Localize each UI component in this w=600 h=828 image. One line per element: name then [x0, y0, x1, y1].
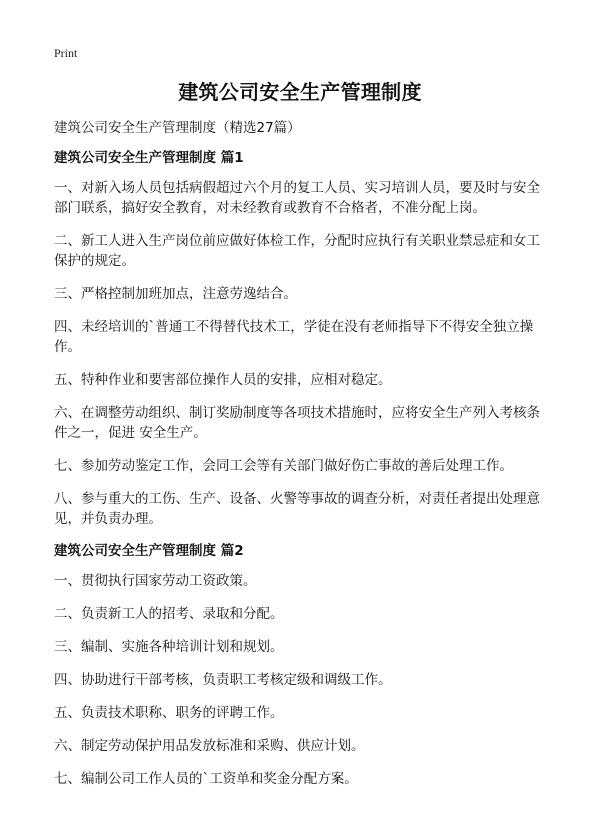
paragraph: 二、负责新工人的招考、录取和分配。 — [54, 606, 284, 622]
section-1 — [54, 149, 550, 529]
paragraph: 七、参加劳动鉴定工作，会同工会等有关部门做好伤亡事故的善后处理工作。 — [54, 458, 513, 474]
paragraph: 二、新工人进入生产岗位前应做好体检工作，分配时应执行有关职业禁忌症和女工保护的规定。 — [54, 233, 540, 269]
page-title: 建筑公司安全生产管理制度 — [178, 80, 422, 104]
paragraph: 四、协助进行干部考核，负责职工考核定级和调级工作。 — [54, 672, 392, 688]
paragraph: 四、未经培训的`普通工不得替代技术工，学徒在没有老师指导下不得安全独立操作。 — [54, 319, 534, 355]
paragraph: 一、对新入场人员包括病假超过六个月的复工人员、实习培训人员，要及时与安全部门联系，搞好安全教育，对未经教育或教育不合格者，不准分配上岗。 — [54, 180, 540, 216]
paragraph: 三、编制、实施各种培训计划和规划。 — [54, 639, 284, 655]
paragraph: 八、参与重大的工伤、生产、设备、火警等事故的调查分析，对责任者提出处理意见，并负责办理。 — [54, 491, 540, 527]
paragraph: 一、贯彻执行国家劳动工资政策。 — [54, 573, 257, 589]
paragraph: 七、编制公司工作人员的`工资单和奖金分配方案。 — [54, 771, 358, 787]
print-link[interactable]: Print — [54, 46, 78, 60]
paragraph: 五、特种作业和要害部位操作人员的安排，应相对稳定。 — [54, 372, 392, 388]
section-heading: 建筑公司安全生产管理制度 篇1 — [54, 150, 244, 166]
paragraph: 六、制定劳动保护用品发放标准和采购、供应计划。 — [54, 738, 365, 754]
paragraph: 五、负责技术职称、职务的评聘工作。 — [54, 705, 284, 721]
document-subtitle: 建筑公司安全生产管理制度（精选27篇） — [54, 120, 301, 136]
paragraph: 六、在调整劳动组织、制订奖励制度等各项技术措施时，应将安全生产列入考核条件之一，促进 安全生产。 — [54, 405, 540, 441]
section-heading: 建筑公司安全生产管理制度 篇2 — [54, 543, 244, 559]
document-body — [54, 119, 550, 802]
section-2 — [54, 542, 550, 789]
paragraph: 三、严格控制加班加点，注意劳逸结合。 — [54, 286, 297, 302]
